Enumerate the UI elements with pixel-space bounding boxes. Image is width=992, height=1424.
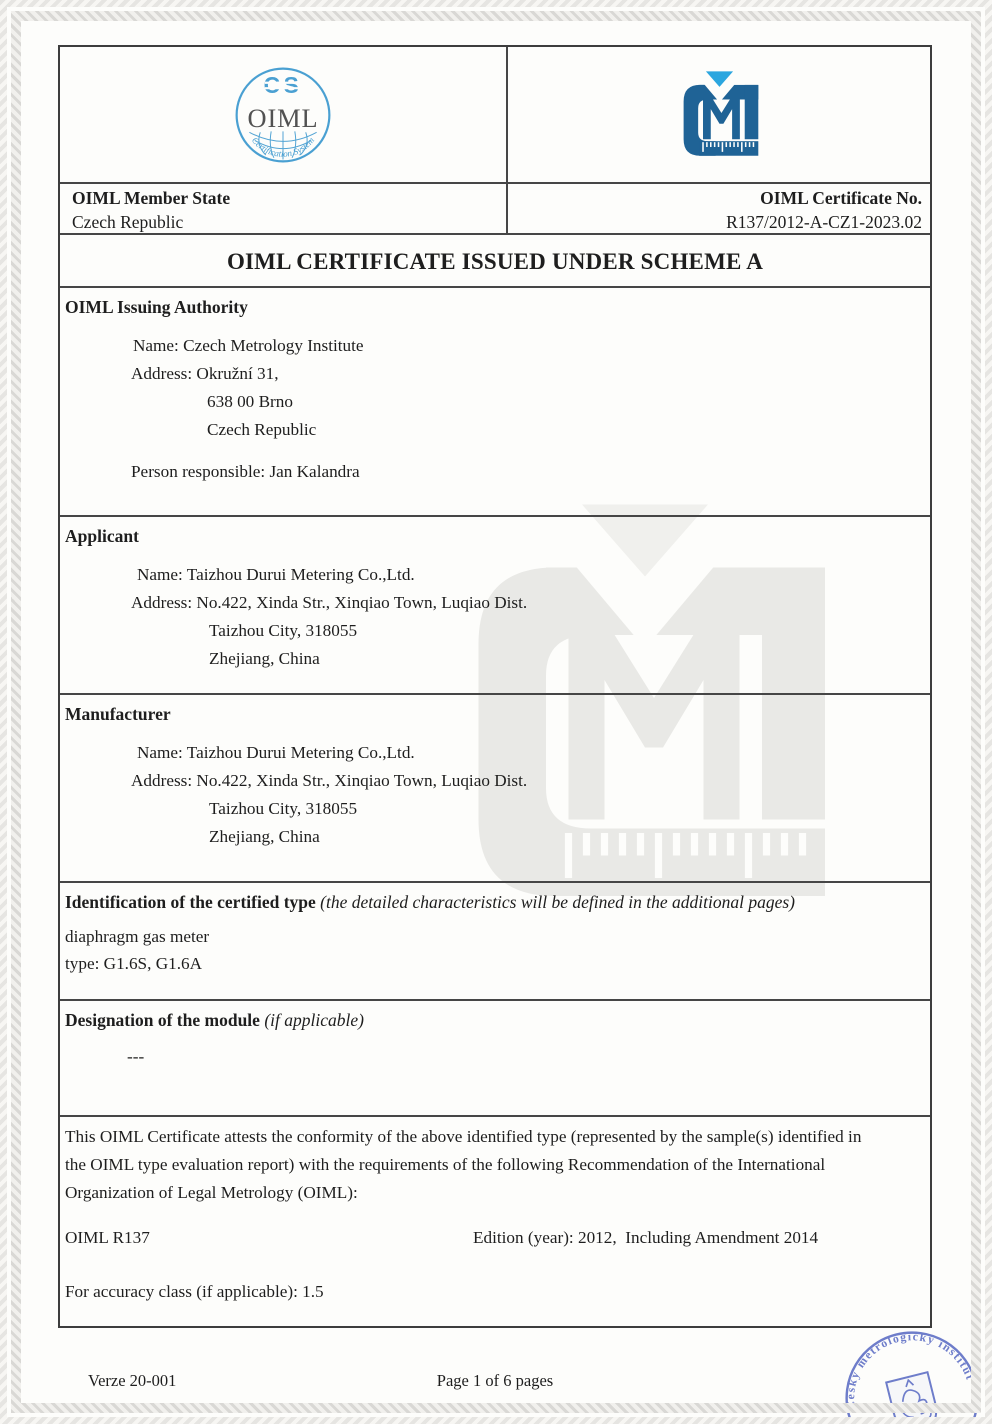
certificate-table bbox=[58, 45, 932, 1328]
identification-line2: type: G1.6S, G1.6A bbox=[65, 954, 203, 973]
authority-address-line2: 638 00 Brno bbox=[207, 392, 293, 411]
manufacturer-section bbox=[60, 695, 930, 883]
oiml-cs-logo-cell bbox=[60, 47, 508, 182]
oiml-text: OIML bbox=[247, 103, 319, 133]
identification-heading bbox=[60, 883, 930, 913]
applicant-section bbox=[60, 517, 930, 695]
accuracy-line: For accuracy class (if applicable): 1.5 bbox=[65, 1282, 324, 1301]
identification-heading-bold: Identification of the certified type bbox=[65, 892, 321, 912]
edition-value: Edition (year): 2012, Including Amendment 2014 bbox=[473, 1228, 819, 1247]
identification-line1: diaphragm gas meter bbox=[65, 927, 210, 946]
applicant-heading: Applicant bbox=[65, 526, 139, 546]
manufacturer-address-line1: Address: No.422, Xinda Str., Xinqiao Town, Luqiao Dist. bbox=[131, 771, 528, 790]
footer-page-number: Page 1 of 6 pages bbox=[436, 1371, 554, 1390]
authority-person-line: Person responsible: Jan Kalandra bbox=[131, 462, 360, 481]
designation-heading-bold: Designation of the module bbox=[65, 1010, 265, 1030]
designation-value: --- bbox=[127, 1047, 145, 1066]
manufacturer-address-line2: Taizhou City, 318055 bbox=[209, 799, 358, 818]
footer-version: Verze 20-001 bbox=[88, 1371, 177, 1390]
applicant-address-line3: Zhejiang, China bbox=[209, 649, 320, 668]
applicant-address-line1: Address: No.422, Xinda Str., Xinqiao Town, Luqiao Dist. bbox=[131, 593, 528, 612]
authority-address-line3: Czech Republic bbox=[207, 420, 317, 439]
manufacturer-heading: Manufacturer bbox=[65, 704, 171, 724]
certification-system-text: Certification System bbox=[249, 134, 317, 159]
certificate-title: OIML CERTIFICATE ISSUED UNDER SCHEME A bbox=[226, 249, 764, 274]
identification-section bbox=[60, 883, 930, 1001]
issuing-authority-heading: OIML Issuing Authority bbox=[65, 297, 248, 317]
stamp-coat-of-arms bbox=[886, 1372, 942, 1424]
recommendation-value: OIML R137 bbox=[65, 1228, 150, 1247]
designation-section bbox=[60, 1001, 930, 1117]
member-state-row bbox=[60, 184, 930, 235]
cs-text: CS bbox=[263, 71, 303, 98]
applicant-address-line2: Taizhou City, 318055 bbox=[209, 621, 358, 640]
manufacturer-name-line: Name: Taizhou Durui Metering Co.,Ltd. bbox=[137, 743, 415, 762]
member-state-label: OIML Member State bbox=[72, 188, 231, 208]
cmi-logo-cell bbox=[508, 47, 930, 182]
authority-name-line: Name: Czech Metrology Institute bbox=[133, 336, 364, 355]
certificate-no-label: OIML Certificate No. bbox=[760, 188, 922, 208]
authority-address-line1: Address: Okružní 31, bbox=[131, 364, 279, 383]
member-state-cell bbox=[60, 184, 508, 233]
cmi-logo bbox=[671, 70, 768, 160]
manufacturer-address-line3: Zhejiang, China bbox=[209, 827, 320, 846]
stamp-ring-text: Český metrologický institut bbox=[844, 1330, 977, 1411]
applicant-name-line: Name: Taizhou Durui Metering Co.,Ltd. bbox=[137, 565, 415, 584]
issuing-authority-section bbox=[60, 288, 930, 517]
designation-heading-italic: (if applicable) bbox=[264, 1010, 364, 1030]
logo-row bbox=[60, 47, 930, 184]
identification-heading-italic: (the detailed characteristics will be defined in the additional pages) bbox=[320, 892, 795, 912]
recommendation-line bbox=[60, 1224, 930, 1252]
certificate-no-value: R137/2012-A-CZ1-2023.02 bbox=[726, 212, 922, 232]
member-state-value: Czech Republic bbox=[72, 212, 184, 232]
oiml-cs-logo bbox=[233, 65, 333, 165]
title-row bbox=[60, 235, 930, 288]
certificate-no-cell bbox=[508, 184, 930, 233]
conformity-paragraph: This OIML Certificate attests the conformity of the above identified type (represented by the sample(s) identified in the OIML type evaluation report) with the requirements of the following Recommendation of the International Organization of Legal Metrology (OIML): bbox=[65, 1127, 862, 1202]
designation-heading bbox=[60, 1001, 930, 1031]
conformity-section bbox=[60, 1117, 930, 1326]
